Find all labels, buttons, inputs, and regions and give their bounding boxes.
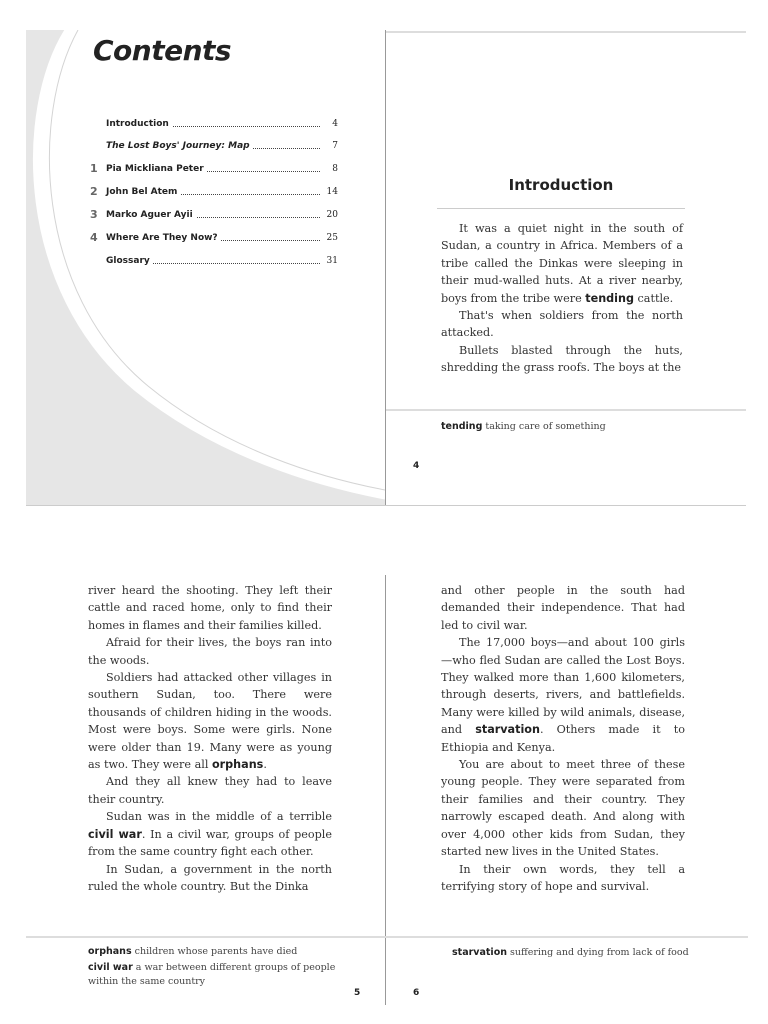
toc-label: Where Are They Now? (106, 231, 221, 245)
glossary-note: tending taking care of something (441, 421, 606, 432)
page-number: 4 (413, 461, 420, 471)
toc-item[interactable] (88, 185, 338, 199)
toc-label: Pia Mickliana Peter (106, 162, 207, 176)
heading-rule (437, 208, 685, 209)
chapter-number: 2 (90, 185, 98, 198)
toc-page: 7 (322, 139, 338, 153)
toc-label: Introduction (106, 117, 172, 131)
toc-item[interactable] (88, 208, 338, 222)
footnote-rule (26, 936, 748, 938)
footnote-rule (386, 409, 746, 411)
toc-item[interactable] (88, 231, 338, 245)
spine-divider (385, 575, 386, 1005)
glossary-note: civil war a war between different groups of people within the same country (88, 962, 336, 987)
toc-item[interactable] (88, 117, 338, 131)
toc-label: The Lost Boys' Journey: Map (106, 139, 253, 153)
chapter-number: 3 (90, 208, 98, 221)
glossary-term[interactable]: orphans (211, 758, 264, 772)
spine-divider (385, 30, 386, 506)
toc-page: 8 (322, 162, 338, 176)
glossary-term[interactable]: civil war (88, 827, 142, 841)
toc-page: 4 (322, 117, 338, 131)
toc-page: 25 (322, 231, 338, 245)
page-number: 5 (354, 988, 361, 998)
section-heading: Introduction (508, 176, 614, 194)
chapter-number: 4 (90, 231, 98, 244)
glossary-term[interactable]: starvation (475, 723, 540, 737)
chapter-number: 1 (90, 162, 98, 175)
toc-page: 31 (322, 254, 338, 268)
toc-item[interactable] (88, 254, 338, 268)
page6-body: and other people in the south had demanded their independence. That had led to civil war. The 17,000 boys—and about 100 girls—who fled Sudan are called the Lost Boys. They walked more than 1,600 kilometers, through deserts, rivers, and battlefields. Many were killed by wild animals, disease, and starvation. Others made it to Ethiopia and Kenya. You are about to meet three of these young people. They were separated from their families and their country. They narrowly escaped death. And along with over 4,000 other kids from Sudan, they started new lives in the United States. In their own words, they tell a terrifying story of hope and survival. (441, 584, 686, 893)
contents-page (26, 30, 385, 506)
toc-item[interactable] (88, 139, 338, 153)
toc-label: John Bel Atem (106, 185, 180, 199)
glossary-note: starvation suffering and dying from lack of food (452, 947, 689, 958)
spread-bottom-edge (26, 505, 746, 506)
glossary-term[interactable]: tending (585, 291, 634, 305)
page-number: 6 (413, 988, 420, 998)
page-top-rule (386, 31, 746, 33)
glossary-notes (88, 945, 338, 989)
glossary-note: orphans children whose parents have died (88, 946, 298, 957)
toc-item[interactable] (88, 162, 338, 176)
page5-body: river heard the shooting. They left their cattle and raced home, only to find their homes in flames and their families killed. Afraid for their lives, the boys ran into the woods. Soldiers had attacked other villages in southern Sudan, too. There were thousands of children hiding in the woods. Most were boys. Some were girls. None were older than 19. Many were as young as two. They were all orphans. And they all knew they had to leave their country. Sudan was in the middle of a terrible civil war. In a civil war, groups of people from the same country fight each other. In Sudan, a government in the north ruled the whole country. But the Dinka (88, 584, 332, 893)
toc-label: Glossary (106, 254, 153, 268)
toc-page: 20 (322, 208, 338, 222)
decorative-swoosh (26, 30, 385, 506)
toc-label: Marko Aguer Ayii (106, 208, 196, 222)
contents-title: Contents (93, 34, 232, 67)
toc-page: 14 (322, 185, 338, 199)
page4-body: It was a quiet night in the south of Sudan, a country in Africa. Members of a tribe called the Dinkas were sleeping in their mud-walled huts. At a river nearby, boys from the tribe were tending cattle. That's when soldiers from the north attacked. Bullets blasted through the huts, shredding the grass roofs. The boys at the (441, 222, 683, 375)
